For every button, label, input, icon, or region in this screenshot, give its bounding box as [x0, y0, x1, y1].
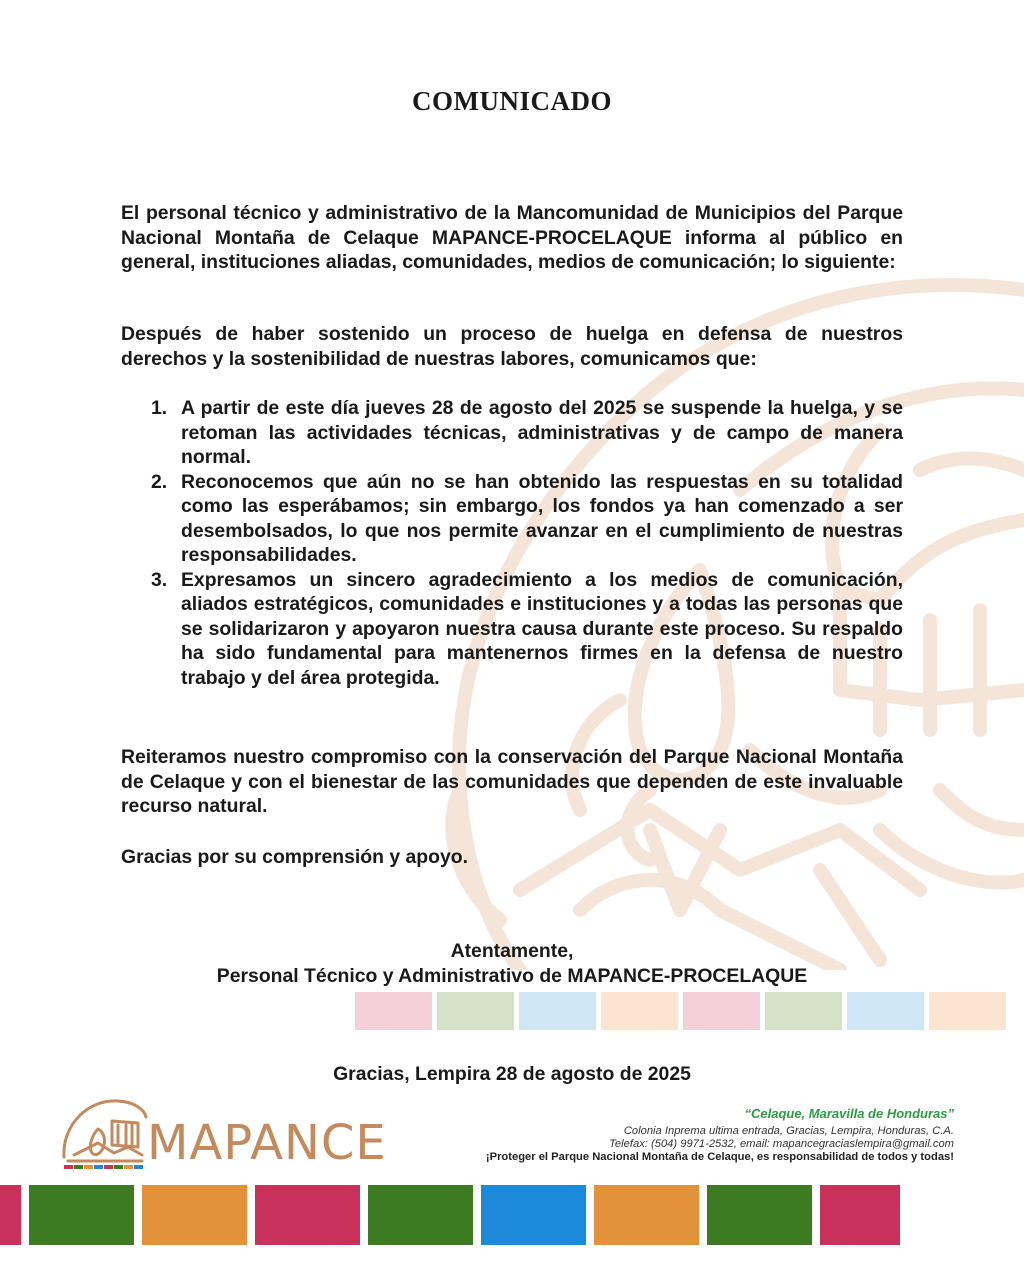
list-item	[121, 470, 903, 568]
color-swatch	[594, 1185, 699, 1245]
color-swatch	[142, 1185, 247, 1245]
page-title: COMUNICADO	[412, 86, 612, 116]
points-list	[121, 396, 903, 690]
footer-contact: Telefax: (504) 9971-2532, email: mapancegraciaslempira@gmail.com	[609, 1138, 954, 1150]
context-paragraph: Después de haber sostenido un proceso de huelga en defensa de nuestros derechos y la sostenibilidad de nuestras labores, comunicamos que:	[121, 323, 903, 370]
decorative-color-strip-light	[355, 992, 1006, 1030]
intro-paragraph: El personal técnico y administrativo de la Mancomunidad de Municipios del Parque Nacional Montaña de Celaque MAPANCE-PROCELAQUE informa al público en general, instituciones aliadas, comunidades, medios de comunicación; lo siguiente:	[121, 202, 903, 273]
signature-signer: Personal Técnico y Administrativo de MAPANCE-PROCELAQUE	[216, 965, 808, 987]
color-swatch	[929, 992, 1006, 1030]
color-swatch	[255, 1185, 360, 1245]
color-swatch	[820, 1185, 900, 1245]
commitment-paragraph: Reiteramos nuestro compromiso con la conservación del Parque Nacional Montaña de Celaque y con el bienestar de las comunidades que dependen de este invaluable recurso natural.	[121, 746, 903, 817]
list-item	[121, 568, 903, 691]
color-swatch	[683, 992, 760, 1030]
color-swatch	[355, 992, 432, 1030]
list-item-text: Expresamos un sincero agradecimiento a los medios de comunicación, aliados estratégicos, comunidades e instituciones y a todas las personas que se solidarizaron y apoyaron nuestra causa durante este proceso. Su respaldo ha sido fundamental para mantenernos firmes en la defensa de nuestro trabajo y del área protegida.	[181, 568, 903, 689]
color-swatch	[847, 992, 924, 1030]
footer-slogan: “Celaque, Maravilla de Honduras”	[744, 1106, 954, 1121]
list-item-number: 3.	[151, 568, 168, 591]
footer-motto: ¡Proteger el Parque Nacional Montaña de Celaque, es responsabilidad de todos y todas!	[485, 1151, 954, 1163]
footer-info	[354, 1106, 954, 1164]
color-swatch	[765, 992, 842, 1030]
color-swatch	[0, 1185, 21, 1245]
thanks-paragraph: Gracias por su comprensión y apoyo.	[121, 846, 468, 868]
color-swatch	[707, 1185, 812, 1245]
color-swatch	[437, 992, 514, 1030]
list-item-number: 2.	[151, 470, 168, 493]
logo-wordmark: MAPANCE	[147, 1115, 387, 1171]
list-item	[121, 396, 903, 470]
list-item-text: Reconocemos que aún no se han obtenido las respuestas en su totalidad como las esperábamos; sin embargo, los fondos ya han comenzado a ser desembolsados, lo que nos permite avanzar en el cumplimiento de nuestras responsabilidades.	[181, 470, 903, 566]
signature-closing: Atentamente,	[450, 940, 574, 962]
decorative-color-strip-bottom	[0, 1185, 1024, 1245]
list-item-text: A partir de este día jueves 28 de agosto del 2025 se suspende la huelga, y se retoman las actividades técnicas, administrativas y de campo de manera normal.	[181, 397, 903, 468]
color-swatch	[519, 992, 596, 1030]
color-swatch	[601, 992, 678, 1030]
color-swatch	[29, 1185, 134, 1245]
color-swatch	[481, 1185, 586, 1245]
color-swatch	[368, 1185, 473, 1245]
footer-address: Colonia Inprema ultima entrada, Gracias, Lempira, Honduras, C.A.	[623, 1125, 954, 1137]
place-and-date: Gracias, Lempira 28 de agosto de 2025	[333, 1063, 691, 1085]
list-item-number: 1.	[151, 397, 168, 419]
